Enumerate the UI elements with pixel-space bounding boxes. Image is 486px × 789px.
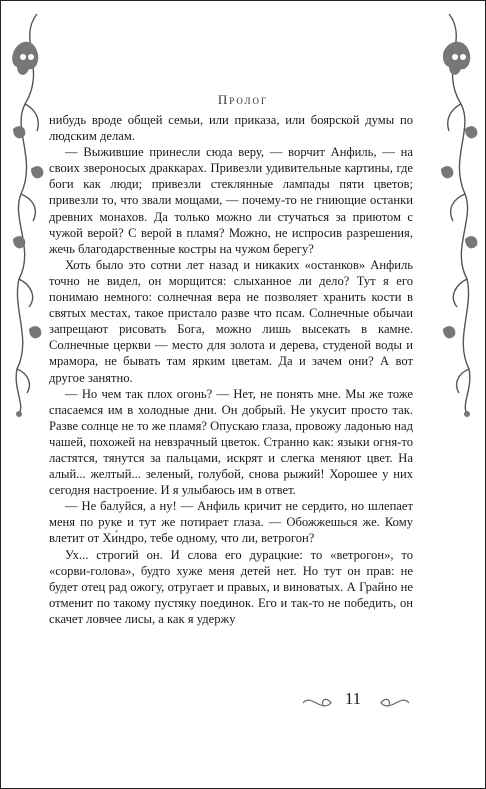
chapter-title: Пролог	[217, 92, 269, 107]
body-text	[49, 112, 413, 627]
paragraph: — Выжившие принесли сюда веру, — ворчит Анфиль, — на своих звероносых драккарах. Привезли удивительные картины, где боги как люди; привезли стеклянные лампады пяти цветов; привезли то, что звали мощами, — почему-то не гниющие останки древних монахов. Да только можно ли стучаться за приютом с чужой верой? С верой в пламя? Можно, не испросив разрешения, жечь благодарственные костры на чужом берегу?	[49, 145, 413, 256]
paragraph: Хоть было это сотни лет назад и никаких «останков» Анфиль точно не видел, он морщится: слыханное ли дело? Тут я его понимаю немного: солнечная вера не позволяет хранить кости в святых местах, такое пристало разве что псам. Солнечные обычаи запрещают рисовать Бога, можно лишь высекать в камне. Солнечные церкви — место для золота и дерева, студеной воды и мрамора, не бывать там ярким цветам. Да и зачем они? А вот другое занятно.	[49, 257, 413, 385]
paragraph: Ух... строгий он. И слова его дурацкие: то «ветрогон», то «сорви-голова», будто хуже меня детей нет. Но тут он прав: не будет отец рад ожогу, отругает и правых, и виноватых. А Грайно не отменит по такому пустяку поединок. Его и так-то не победить, он скачет ловчее лисы, а как я удержу	[49, 547, 413, 626]
right-floral-skull-ornament	[429, 9, 479, 419]
page-number: 11	[333, 689, 373, 709]
paragraph: — Но чем так плох огонь? — Нет, не понять мне. Мы же тоже спасаемся им в холодные дни. Он добрый. Не укусит просто так. Разве солнце не то же пламя? Опускаю глаза, провожу ладонью над чашей, похожей на невзрачный цветок. Странно как: языки огня-то ластятся, тянутся за пальцами, искрят и слегка меняют цвет. На алый... желтый... зеленый, голубой, снова рыжий! Хорошее у них сегодня настроение. И я улыбаюсь им в ответ.	[49, 386, 413, 498]
paragraph: нибудь вроде общей семьи, или приказа, или боярской думы по людским делам.	[49, 113, 413, 144]
left-floral-skull-ornament	[7, 9, 51, 419]
paragraph: — Не балуйся, а ну! — Анфиль кричит не сердито, но шлепает меня по руке и тут же потирает глаза. — Обожжешься же. Кому влетит от Хи́ндро, тебе одному, что ли, ветрогон?	[49, 499, 413, 546]
